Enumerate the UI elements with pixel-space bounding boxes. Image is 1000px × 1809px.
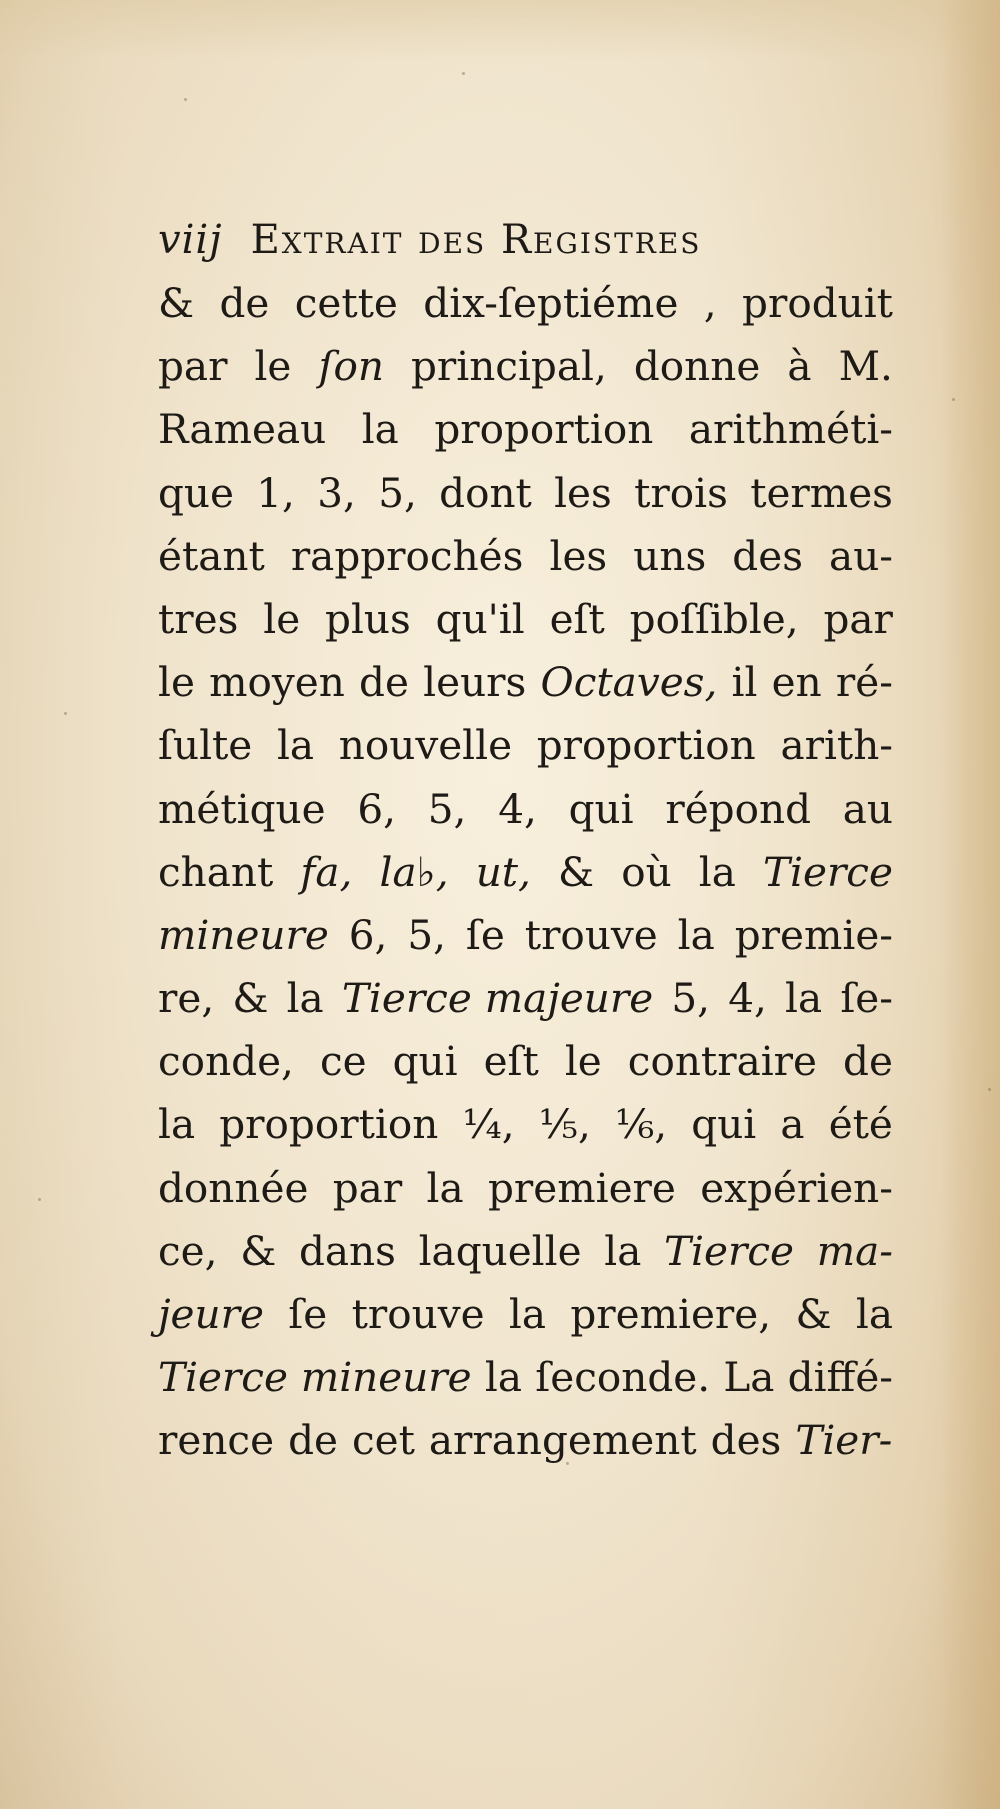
page-edge-shadow-top [0,0,1000,60]
text-line [158,841,893,904]
word: la [855,1290,893,1338]
word: expérien- [700,1163,893,1212]
word: Rameau [158,405,327,454]
word: & [558,847,595,896]
text-line [158,1030,893,1093]
word: tres [158,594,239,643]
word: que [158,468,234,517]
word: par [158,342,228,391]
word: eſt [483,1037,539,1086]
word: rapprochés [290,531,524,580]
word: 4, [728,974,767,1023]
word: des [732,531,803,580]
word: ſe- [840,974,893,1023]
word: il [731,658,758,707]
word: 5, [671,974,711,1023]
text-line [158,651,893,714]
word: & [240,1226,277,1275]
page-edge-shadow-right [940,0,1000,1809]
word: eſt [549,594,605,643]
word: proportion [434,405,654,454]
word: fa, [300,847,353,896]
word: M. [838,342,893,391]
paper-speck [952,398,955,401]
word: leurs [423,658,527,707]
word: Octaves, [540,658,718,707]
word: proportion [219,1100,439,1149]
word: 6, [357,784,396,833]
word: ⅕, [538,1100,591,1149]
word: a [780,1100,805,1149]
word: 4, [498,784,537,833]
word: ré- [835,658,893,707]
text-line [158,1220,893,1283]
word: mineure [158,910,329,959]
word: principal, [410,342,607,391]
word: des [710,1416,782,1465]
word: trouve [351,1290,485,1338]
body-text [158,272,893,1473]
word: & [795,1290,832,1338]
word: moyen [209,658,345,707]
word: ce [319,1037,367,1086]
word: chant [158,847,274,896]
word: par [332,1163,403,1212]
word: les [549,531,608,580]
word: la [677,910,715,959]
word: proportion [536,721,756,770]
word: uns [633,531,707,580]
word: ut, [475,847,531,896]
word: poſſible, [629,594,799,643]
word: Tierce [763,847,893,896]
word: , [703,279,717,327]
word: la [158,1100,196,1149]
text-line [158,1157,893,1220]
word: en [771,658,822,707]
word: ſeconde. [535,1353,711,1402]
text-line [158,588,893,651]
word: donnée [158,1163,309,1212]
word: dix-ſeptiéme [423,279,679,327]
word: la [508,1290,546,1338]
word: Tierce [664,1226,794,1275]
text-line [158,462,893,525]
word: Tierce mineure [158,1353,472,1402]
word: premiere, [570,1290,772,1338]
word: ſe [288,1290,328,1338]
paper-speck [38,1198,41,1201]
word: jeure [158,1290,264,1338]
word: la [426,1163,464,1212]
word: la [698,847,736,896]
word: ſulte [158,721,253,770]
word: la [276,721,315,770]
text-line [158,335,893,398]
word: le [263,594,301,643]
word: où [621,847,672,896]
text-line [158,398,893,461]
word: qu'il [435,594,525,643]
word: La [723,1353,775,1402]
word: de [219,279,270,327]
word: nouvelle [338,721,513,770]
word: 5, [407,910,446,959]
text-line [158,272,893,335]
text-line [158,1346,893,1409]
text-line [158,1409,893,1472]
word: 1, [256,468,295,517]
word: au- [829,531,893,580]
text-line [158,967,893,1030]
running-head-title: Extrait des Registres [250,217,702,263]
word: été [828,1100,893,1149]
word: arithméti- [688,405,893,454]
paper-speck [64,712,67,715]
text-line [158,525,893,588]
word: de [359,658,409,707]
paper-speck [184,98,187,101]
word: la [484,1353,522,1402]
word: & [158,279,195,327]
word: dans [298,1226,396,1275]
word: & [232,974,269,1023]
paper-speck [988,1088,991,1091]
word: conde, [158,1037,294,1086]
word: de [843,1037,893,1086]
word: diffé- [787,1353,893,1402]
word: Tier- [795,1416,893,1465]
word: ¼, [462,1100,515,1149]
word: la [361,405,399,454]
word: le [158,658,195,707]
word: qui [691,1100,757,1149]
word: la [286,974,324,1023]
word: la [785,974,823,1023]
word: arith- [780,721,893,770]
word: arrangement [428,1416,697,1465]
word: cette [294,279,398,327]
word: premiere [487,1163,676,1212]
word: métique [158,784,326,833]
word: 3, [317,468,356,517]
running-header [158,208,893,272]
word: qui [568,784,634,833]
word: trois [634,468,728,517]
word: premie- [734,910,893,959]
word: produit [742,279,893,327]
text-line [158,778,893,841]
word: dont [439,468,532,517]
word: ſon [318,342,384,391]
word: contraire [627,1037,817,1086]
word: donne [633,342,761,391]
paper-speck [462,72,465,75]
word: les [554,468,612,517]
word: plus [325,594,411,643]
word: cet [351,1416,415,1465]
word: termes [750,468,893,517]
text-line [158,904,893,967]
word: à [787,342,812,391]
word: 5, [378,468,417,517]
word: rence [158,1416,275,1465]
page-text [158,208,893,1473]
word: 6, [348,910,388,959]
text-line [158,1283,893,1346]
word: ⅙, [615,1100,668,1149]
word: ſe [465,910,505,959]
text-line [158,714,893,777]
word: 5, [427,784,467,833]
page-number: viij [158,217,223,263]
word: trouve [524,910,658,959]
word: le [254,342,292,391]
word: laquelle [418,1226,582,1275]
word: re, [158,974,215,1023]
word: ma- [816,1226,893,1275]
word: étant [158,531,265,580]
text-line [158,1093,893,1156]
word: la♭, [379,847,449,896]
word: le [564,1037,602,1086]
word: qui [392,1037,458,1086]
word: de [288,1416,338,1465]
word: répond [665,784,811,833]
word: par [823,594,893,643]
word: ce, [158,1226,218,1275]
word: au [842,784,893,833]
word: Tierce majeure [341,974,654,1023]
word: la [604,1226,642,1275]
